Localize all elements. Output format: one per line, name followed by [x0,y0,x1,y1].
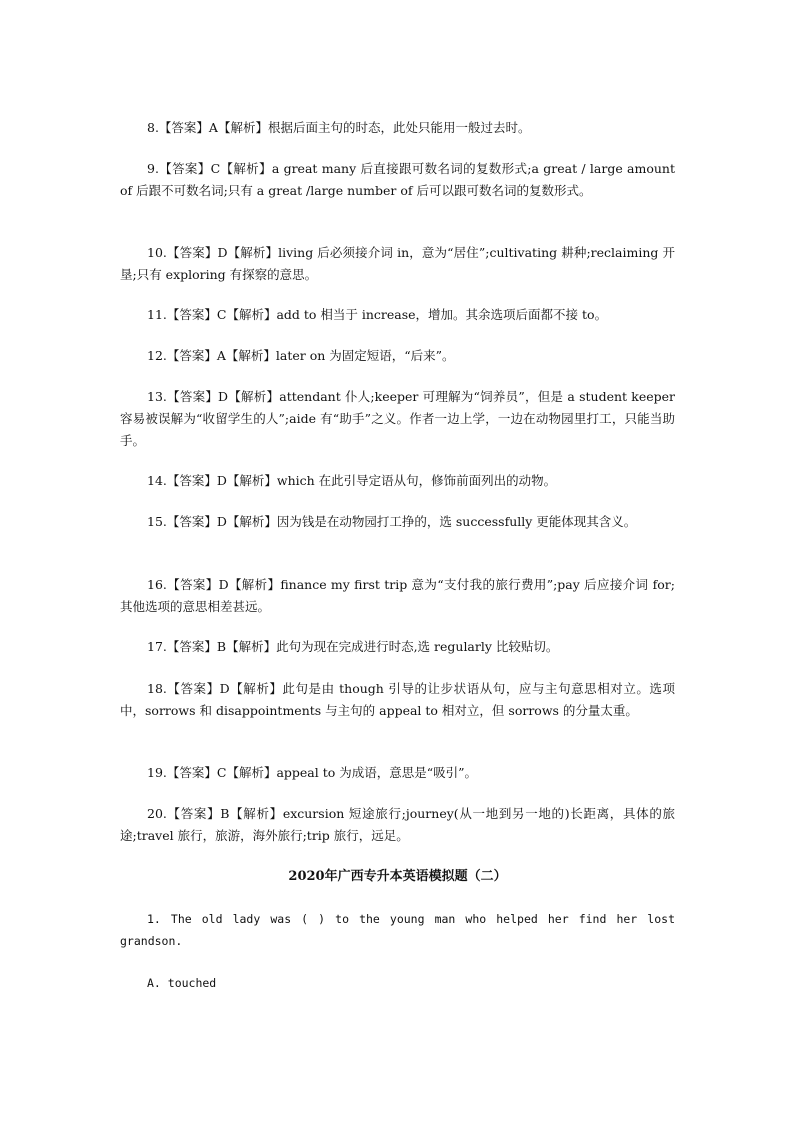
answer-16: 16.【答案】D【解析】finance my first trip 意为“支付我的旅行费用”;pay 后应接介词 for;其他选项的意思相差甚远。 [120,577,675,614]
answer-19: 19.【答案】C【解析】appeal to 为成语，意思是“吸引”。 [147,765,478,780]
question-1-stem: 1. The old lady was ( ) to the young man who helped her find her lost grandson. [120,912,675,948]
answer-8: 8.【答案】A【解析】根据后面主句的时态，此处只能用一般过去时。 [147,120,531,135]
answer-13: 13.【答案】D【解析】attendant 仆人;keeper 可理解为“饲养员”，但是 a student keeper 容易被误解为“收留学生的人”;aide 有“助手”之义。作者一边上学，一边在动物园里打工，只能当助手。 [120,389,675,448]
answer-14: 14.【答案】D【解析】which 在此引导定语从句，修饰前面列出的动物。 [147,473,557,488]
answer-17: 17.【答案】B【解析】此句为现在完成进行时态,选 regularly 比较贴切。 [147,639,559,654]
answer-9: 9.【答案】C【解析】a great many 后直接跟可数名词的复数形式;a great / large amount of 后跟不可数名词;只有 a great /large number of 后可以跟可数名词的复数形式。 [120,161,675,198]
answer-12: 12.【答案】A【解析】later on 为固定短语，“后来”。 [147,348,455,363]
section-title: 2020年广西专升本英语模拟题（二） [288,869,507,884]
answer-15: 15.【答案】D【解析】因为钱是在动物园打工挣的，选 successfully 更能体现其含义。 [147,514,637,529]
question-1-option-a: A. touched [147,976,217,990]
answer-11: 11.【答案】C【解析】add to 相当于 increase，增加。其余选项后面都不接 to。 [147,307,608,322]
answer-18: 18.【答案】D【解析】此句是由 though 引导的让步状语从句，应与主句意思相对立。选项中，sorrows 和 disappointments 与主句的 appeal to 相对立，但 sorrows 的分量太重。 [120,681,675,718]
answer-10: 10.【答案】D【解析】living 后必须接介词 in，意为“居住”;cultivating 耕种;reclaiming 开垦;只有 exploring 有探察的意思。 [120,245,675,282]
answer-20: 20.【答案】B【解析】excursion 短途旅行;journey(从一地到另一地的)长距离，具体的旅途;travel 旅行，旅游，海外旅行;trip 旅行，远足。 [120,806,675,843]
